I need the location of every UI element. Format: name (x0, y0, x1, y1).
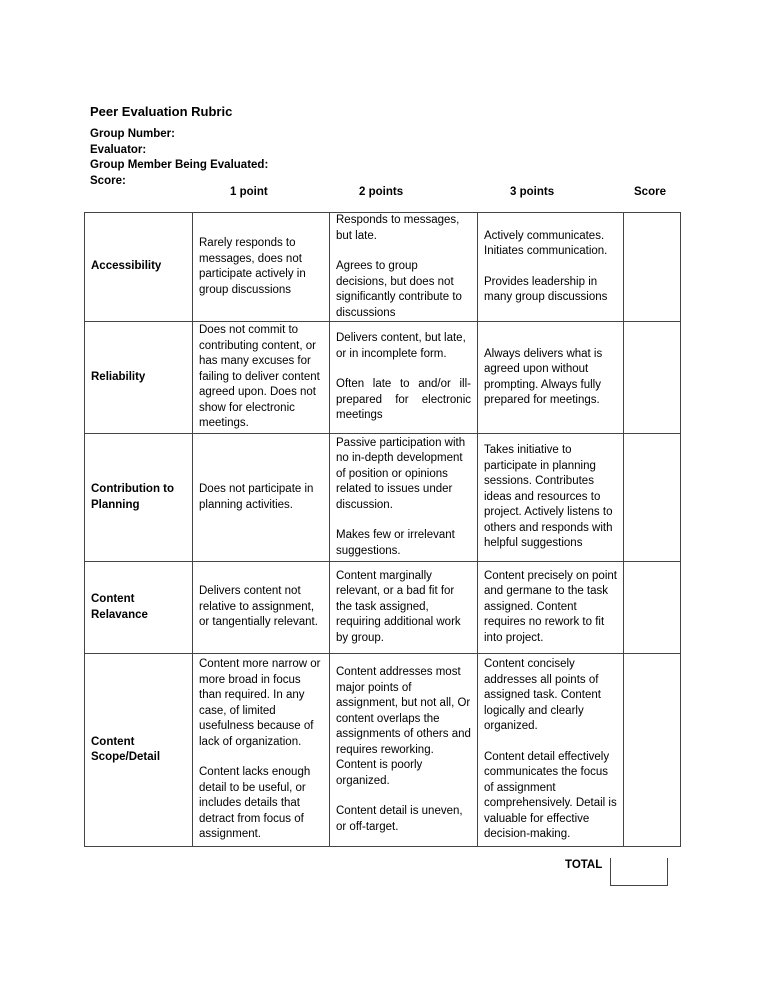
cell-1-point: Rarely responds to messages, does not participate actively in group discussions (193, 213, 330, 322)
cell-text: Delivers content, but late, or in incomplete form. (336, 332, 466, 360)
page-title: Peer Evaluation Rubric (90, 104, 233, 119)
member-evaluated-label: Group Member Being Evaluated: (90, 159, 269, 171)
criterion-accessibility: Accessibility (85, 213, 193, 322)
table-row (85, 213, 681, 322)
cell-text: Content addresses most major points of assignment, but not all, Or content overlaps the assignments of others and requires reworking. Content is poorly organized. (336, 666, 471, 787)
total-label: TOTAL (565, 859, 603, 871)
score-label: Score: (90, 174, 126, 187)
table-row (85, 562, 681, 654)
cell-text: Content detail is uneven, or off-target. (336, 805, 463, 833)
cell-text: Content concisely addresses all points of assigned task. Content logically and clearly organized. (484, 658, 601, 733)
header-score: Score (634, 186, 666, 198)
criterion-content-scope-detail: Content Scope/Detail (85, 654, 193, 847)
cell-text: Makes few or irrelevant suggestions. (336, 529, 455, 557)
cell-2-points (330, 322, 478, 434)
cell-2-points (330, 434, 478, 562)
score-input-cell[interactable] (624, 434, 681, 562)
table-row (85, 322, 681, 434)
header-3-points: 3 points (510, 186, 555, 198)
cell-text: Responds to messages, but late. (336, 214, 460, 242)
score-input-cell[interactable] (624, 654, 681, 847)
cell-1-point (193, 654, 330, 847)
cell-3-points: Always delivers what is agreed upon without prompting. Always fully prepared for meetings. (478, 322, 624, 434)
cell-3-points: Takes initiative to participate in planning sessions. Contributes ideas and resources to project. Actively listens to others and responds with helpful suggestions (478, 434, 624, 562)
cell-1-point: Does not participate in planning activities. (193, 434, 330, 562)
cell-text: Agrees to group decisions, but does not significantly contribute to discussions (336, 260, 462, 319)
total-box-border (610, 858, 611, 885)
cell-text: Provides leadership in many group discussions (484, 275, 608, 303)
score-input-cell[interactable] (624, 562, 681, 654)
rubric-table (84, 212, 681, 847)
header-1-point: 1 point (230, 186, 268, 198)
score-input-cell[interactable] (624, 213, 681, 322)
criterion-reliability: Reliability (85, 322, 193, 434)
cell-text: Content detail effectively communicates the focus of assignment comprehensively. Detail is valuable for effective decision-making. (484, 750, 617, 841)
header-2-points: 2 points (359, 186, 404, 198)
cell-text: Content more narrow or more broad in focus than required. In any case, of limited usefulness because of lack of organization. (199, 658, 321, 748)
cell-2-points (330, 654, 478, 847)
score-input-cell[interactable] (624, 322, 681, 434)
table-row (85, 654, 681, 847)
evaluator-label: Evaluator: (90, 143, 147, 156)
group-number-label: Group Number: (90, 128, 175, 140)
cell-1-point: Delivers content not relative to assignment, or tangentially relevant. (193, 562, 330, 654)
cell-3-points (478, 213, 624, 322)
table-row (85, 434, 681, 562)
cell-3-points: Content precisely on point and germane to the task assigned. Content requires no rework to fit into project. (478, 562, 624, 654)
cell-2-points: Content marginally relevant, or a bad fit for the task assigned, requiring additional work by group. (330, 562, 478, 654)
cell-text: Content lacks enough detail to be useful, or includes details that detract from focus of assignment. (199, 766, 311, 841)
criterion-contribution-to-planning: Contribution to Planning (85, 434, 193, 562)
total-input-line[interactable] (610, 885, 668, 886)
cell-text: Actively communicates. Initiates communication. (484, 229, 608, 257)
cell-text: Passive participation with no in-depth development of position or opinions related to issues under discussion. (336, 436, 466, 511)
criterion-content-relevance: Content Relavance (85, 562, 193, 654)
total-box-border (667, 858, 668, 885)
cell-2-points (330, 213, 478, 322)
cell-text: Often late to and/or ill-prepared for electronic meetings (336, 378, 471, 422)
cell-1-point: Does not commit to contributing content, or has many excuses for failing to deliver content agreed upon. Does not show for electronic meetings. (193, 322, 330, 434)
evaluation-fields (90, 127, 268, 189)
cell-3-points (478, 654, 624, 847)
